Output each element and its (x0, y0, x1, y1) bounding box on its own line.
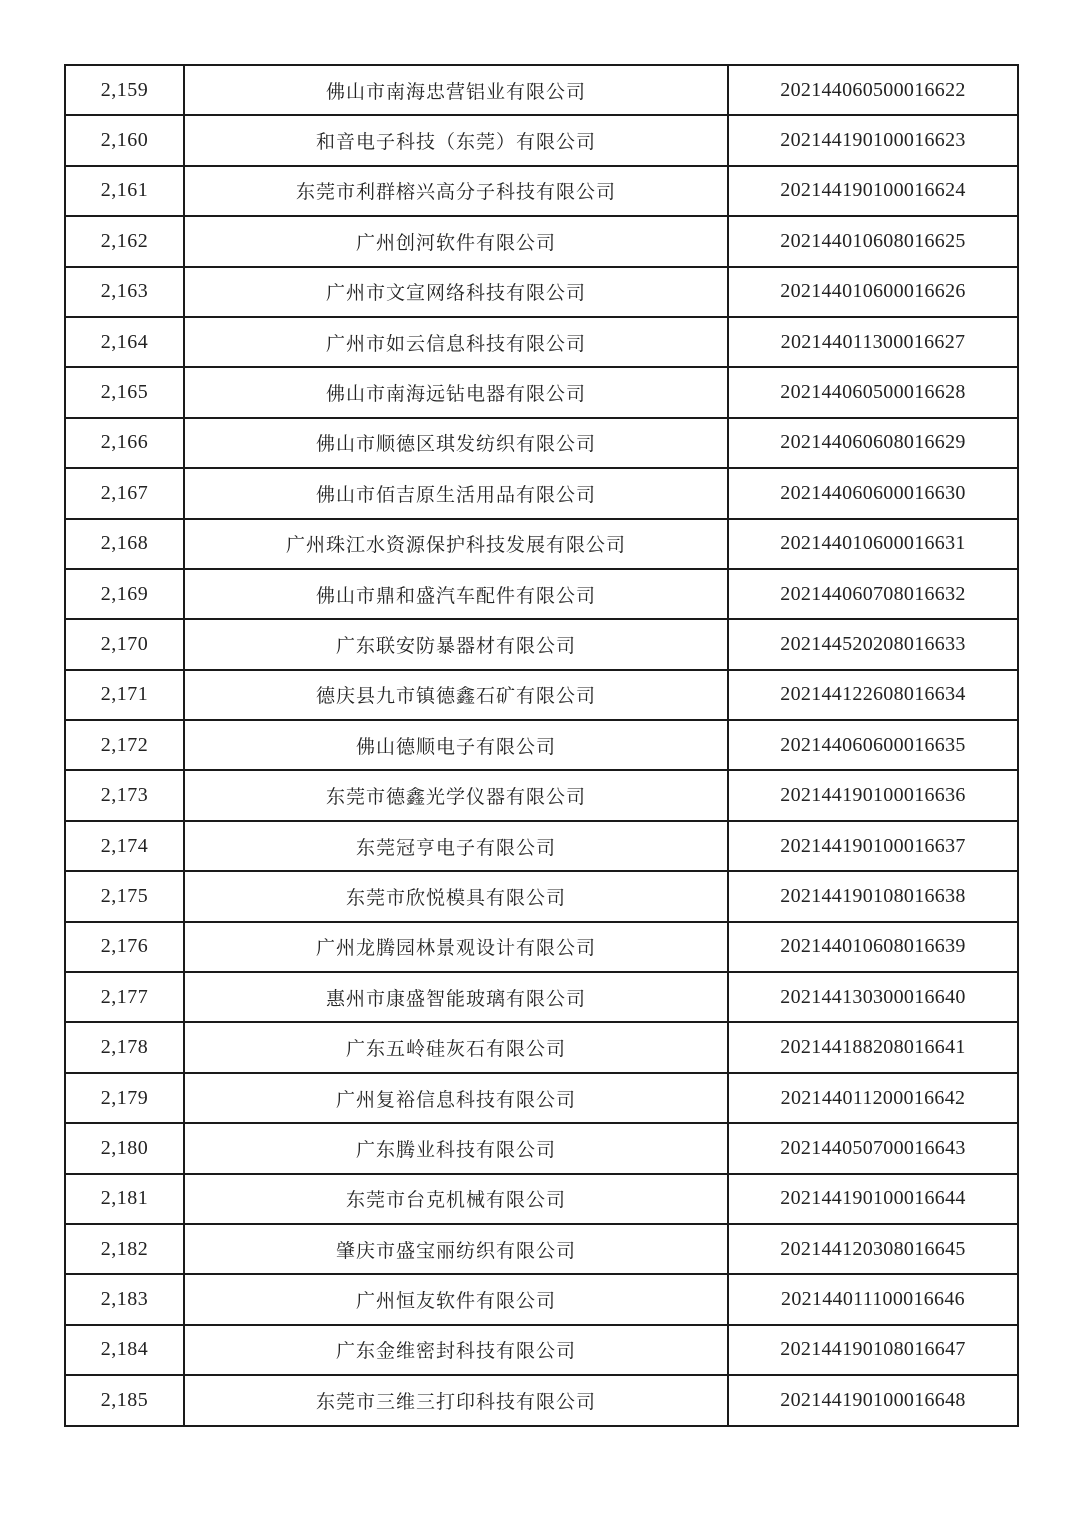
row-index-cell: 2,175 (65, 871, 184, 921)
company-name-cell: 佛山市鼎和盛汽车配件有限公司 (184, 569, 728, 619)
row-index-cell: 2,162 (65, 216, 184, 266)
row-index-cell: 2,160 (65, 115, 184, 165)
row-index-cell: 2,179 (65, 1073, 184, 1123)
company-name-cell: 佛山市佰吉原生活用品有限公司 (184, 468, 728, 518)
row-index-cell: 2,184 (65, 1325, 184, 1375)
table-row (65, 519, 1018, 569)
company-name-cell: 东莞市台克机械有限公司 (184, 1174, 728, 1224)
table-row (65, 1325, 1018, 1375)
table-row (65, 871, 1018, 921)
company-name-cell: 东莞冠亨电子有限公司 (184, 821, 728, 871)
table-row (65, 1073, 1018, 1123)
registration-code-cell: 202144190100016644 (728, 1174, 1018, 1224)
registration-code-cell: 202144060600016630 (728, 468, 1018, 518)
table-row (65, 821, 1018, 871)
row-index-cell: 2,182 (65, 1224, 184, 1274)
company-name-cell: 惠州市康盛智能玻璃有限公司 (184, 972, 728, 1022)
registration-code-cell: 202144010608016639 (728, 922, 1018, 972)
registration-code-cell: 202144120308016645 (728, 1224, 1018, 1274)
row-index-cell: 2,168 (65, 519, 184, 569)
table-row (65, 1375, 1018, 1425)
table-row (65, 1174, 1018, 1224)
company-name-cell: 广东金维密封科技有限公司 (184, 1325, 728, 1375)
table-body (65, 65, 1018, 1426)
registration-code-cell: 202144060600016635 (728, 720, 1018, 770)
row-index-cell: 2,181 (65, 1174, 184, 1224)
row-index-cell: 2,166 (65, 418, 184, 468)
company-name-cell: 东莞市利群榕兴高分子科技有限公司 (184, 166, 728, 216)
registration-code-cell: 202144190100016636 (728, 770, 1018, 820)
registration-code-cell: 202144130300016640 (728, 972, 1018, 1022)
company-name-cell: 德庆县九市镇德鑫石矿有限公司 (184, 670, 728, 720)
registration-code-cell: 202144011100016646 (728, 1274, 1018, 1324)
row-index-cell: 2,163 (65, 267, 184, 317)
registration-code-cell: 202144122608016634 (728, 670, 1018, 720)
table-row (65, 569, 1018, 619)
company-name-cell: 广东五岭硅灰石有限公司 (184, 1022, 728, 1072)
row-index-cell: 2,172 (65, 720, 184, 770)
registration-code-cell: 202144060500016622 (728, 65, 1018, 115)
table-row (65, 1022, 1018, 1072)
company-name-cell: 东莞市欣悦模具有限公司 (184, 871, 728, 921)
table-row (65, 922, 1018, 972)
row-index-cell: 2,173 (65, 770, 184, 820)
row-index-cell: 2,169 (65, 569, 184, 619)
registration-code-cell: 202144188208016641 (728, 1022, 1018, 1072)
registration-code-cell: 202144010600016631 (728, 519, 1018, 569)
registration-code-cell: 202144190108016647 (728, 1325, 1018, 1375)
row-index-cell: 2,180 (65, 1123, 184, 1173)
table-row (65, 1274, 1018, 1324)
row-index-cell: 2,161 (65, 166, 184, 216)
company-name-cell: 佛山市南海远钻电器有限公司 (184, 367, 728, 417)
registration-code-cell: 202144060708016632 (728, 569, 1018, 619)
table-row (65, 216, 1018, 266)
row-index-cell: 2,170 (65, 619, 184, 669)
company-name-cell: 广州恒友软件有限公司 (184, 1274, 728, 1324)
table-row (65, 65, 1018, 115)
company-name-cell: 佛山市南海忠营铝业有限公司 (184, 65, 728, 115)
registration-code-cell: 202144520208016633 (728, 619, 1018, 669)
company-name-cell: 广州市文宣网络科技有限公司 (184, 267, 728, 317)
company-name-cell: 广州创河软件有限公司 (184, 216, 728, 266)
table-row (65, 770, 1018, 820)
row-index-cell: 2,185 (65, 1375, 184, 1425)
company-name-cell: 佛山市顺德区琪发纺织有限公司 (184, 418, 728, 468)
row-index-cell: 2,167 (65, 468, 184, 518)
registration-code-cell: 202144190100016637 (728, 821, 1018, 871)
registration-code-cell: 202144010600016626 (728, 267, 1018, 317)
company-name-cell: 广州复裕信息科技有限公司 (184, 1073, 728, 1123)
company-name-cell: 广东腾业科技有限公司 (184, 1123, 728, 1173)
company-name-cell: 肇庆市盛宝丽纺织有限公司 (184, 1224, 728, 1274)
registration-code-cell: 202144190100016648 (728, 1375, 1018, 1425)
table-row (65, 418, 1018, 468)
company-name-cell: 和音电子科技（东莞）有限公司 (184, 115, 728, 165)
registration-code-cell: 202144190108016638 (728, 871, 1018, 921)
table-row (65, 1224, 1018, 1274)
registration-code-cell: 202144190100016623 (728, 115, 1018, 165)
table-row (65, 720, 1018, 770)
row-index-cell: 2,183 (65, 1274, 184, 1324)
registration-code-cell: 202144011200016642 (728, 1073, 1018, 1123)
registration-code-cell: 202144011300016627 (728, 317, 1018, 367)
registration-code-cell: 202144060500016628 (728, 367, 1018, 417)
table-row (65, 972, 1018, 1022)
row-index-cell: 2,171 (65, 670, 184, 720)
table-row (65, 267, 1018, 317)
registration-code-cell: 202144050700016643 (728, 1123, 1018, 1173)
table-row (65, 468, 1018, 518)
registration-code-cell: 202144060608016629 (728, 418, 1018, 468)
company-name-cell: 广州珠江水资源保护科技发展有限公司 (184, 519, 728, 569)
row-index-cell: 2,176 (65, 922, 184, 972)
registration-code-cell: 202144190100016624 (728, 166, 1018, 216)
company-name-cell: 佛山德顺电子有限公司 (184, 720, 728, 770)
row-index-cell: 2,178 (65, 1022, 184, 1072)
row-index-cell: 2,159 (65, 65, 184, 115)
company-name-cell: 东莞市德鑫光学仪器有限公司 (184, 770, 728, 820)
row-index-cell: 2,165 (65, 367, 184, 417)
company-name-cell: 广州龙腾园林景观设计有限公司 (184, 922, 728, 972)
table-row (65, 317, 1018, 367)
table-row (65, 1123, 1018, 1173)
table-row (65, 115, 1018, 165)
registration-code-cell: 202144010608016625 (728, 216, 1018, 266)
table-row (65, 367, 1018, 417)
company-name-cell: 广东联安防暴器材有限公司 (184, 619, 728, 669)
row-index-cell: 2,174 (65, 821, 184, 871)
table-row (65, 619, 1018, 669)
table-row (65, 670, 1018, 720)
company-name-cell: 东莞市三维三打印科技有限公司 (184, 1375, 728, 1425)
table-row (65, 166, 1018, 216)
row-index-cell: 2,164 (65, 317, 184, 367)
row-index-cell: 2,177 (65, 972, 184, 1022)
company-registry-table (64, 64, 1019, 1427)
company-name-cell: 广州市如云信息科技有限公司 (184, 317, 728, 367)
